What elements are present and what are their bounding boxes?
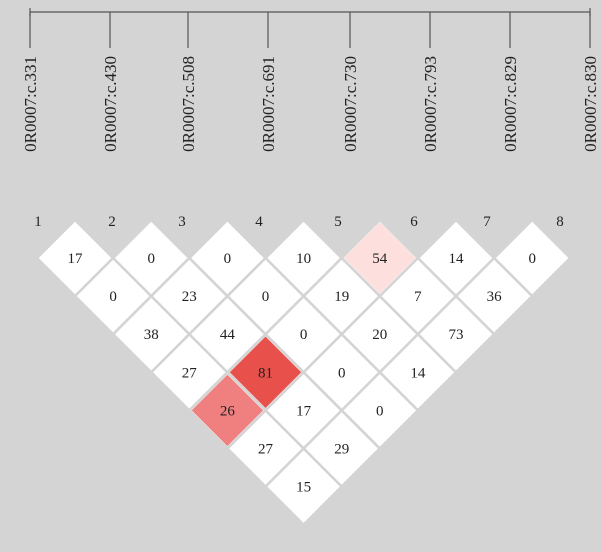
ld-cell-value: 17 xyxy=(296,403,312,420)
ld-cell-value: 27 xyxy=(181,365,197,382)
ld-cell-value: 81 xyxy=(258,365,273,382)
marker-index: 4 xyxy=(255,214,263,230)
marker-index: 8 xyxy=(556,214,564,230)
ld-cell-value: 44 xyxy=(219,327,235,344)
ld-cell-value: 27 xyxy=(258,441,273,458)
marker-index: 6 xyxy=(410,214,418,230)
marker-index: 2 xyxy=(108,214,116,230)
ld-cell-value: 0 xyxy=(299,327,308,344)
ld-cell-value: 0 xyxy=(337,365,346,382)
ld-cell-value: 14 xyxy=(448,251,464,267)
ld-cell-value: 0 xyxy=(147,251,155,267)
marker-label: 0R0007:c.829 xyxy=(501,56,520,152)
ld-cell-value: 0 xyxy=(109,289,117,306)
marker-label: 0R0007:c.508 xyxy=(179,56,198,152)
ld-cell-value: 7 xyxy=(414,289,422,306)
ld-cell-value: 0 xyxy=(528,251,536,267)
ld-cell-value: 26 xyxy=(219,403,235,420)
marker-label: 0R0007:c.830 xyxy=(581,56,600,152)
marker-index: 3 xyxy=(178,214,186,230)
ld-cell-value: 73 xyxy=(448,327,464,344)
marker-index: 1 xyxy=(34,214,42,230)
marker-index: 5 xyxy=(334,214,342,230)
marker-label: 0R0007:c.730 xyxy=(341,56,360,152)
ld-cell-value: 19 xyxy=(334,289,350,306)
ld-cell-value: 36 xyxy=(486,289,502,306)
ld-cell-value: 0 xyxy=(376,403,384,420)
marker-label: 0R0007:c.691 xyxy=(259,56,278,152)
marker-label: 0R0007:c.430 xyxy=(101,56,120,152)
ld-cell-value: 29 xyxy=(334,441,350,458)
marker-label: 0R0007:c.793 xyxy=(421,56,440,152)
ld-cell-value: 10 xyxy=(296,251,312,267)
ld-cell-value: 17 xyxy=(67,251,83,267)
ld-cell-value: 14 xyxy=(410,365,426,382)
ld-cell-value: 23 xyxy=(181,289,197,306)
marker-labels xyxy=(21,56,600,152)
ld-cell-value: 38 xyxy=(143,327,159,344)
ld-cells xyxy=(39,222,568,523)
marker-index: 7 xyxy=(483,214,491,230)
marker-label: 0R0007:c.331 xyxy=(21,56,40,152)
ld-cell-value: 0 xyxy=(261,289,270,306)
ld-cell-value: 54 xyxy=(372,251,388,267)
ld-cell-value: 15 xyxy=(296,479,312,496)
position-ruler xyxy=(30,8,590,48)
ld-cell-value: 20 xyxy=(372,327,388,344)
ld-cell-value: 0 xyxy=(223,251,232,267)
